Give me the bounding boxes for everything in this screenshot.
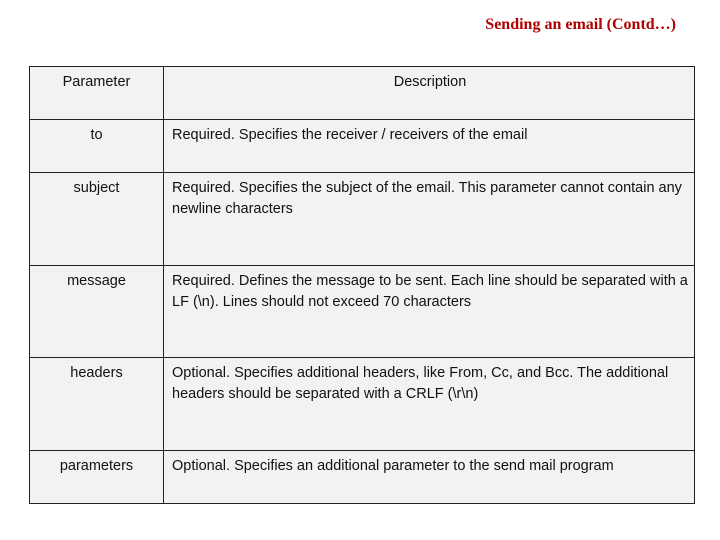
slide-title: Sending an email (Contd…): [485, 16, 676, 33]
parameters-table: [29, 66, 695, 504]
table-row: [30, 120, 695, 173]
table-row: [30, 266, 695, 358]
param-description: Required. Defines the message to be sent. Each line should be separated with a LF (\n). Lines should not exceed 70 characters: [164, 266, 695, 358]
param-description: Optional. Specifies additional headers, like From, Cc, and Bcc. The additional headers should be separated with a CRLF (\r\n): [164, 358, 695, 451]
header-description: Description: [164, 67, 695, 120]
param-name: to: [30, 120, 164, 173]
param-description: Required. Specifies the receiver / receivers of the email: [164, 120, 695, 173]
param-name: subject: [30, 173, 164, 266]
table-row: [30, 358, 695, 451]
param-name: parameters: [30, 451, 164, 504]
param-description: Required. Specifies the subject of the email. This parameter cannot contain any newline characters: [164, 173, 695, 266]
table-header-row: [30, 67, 695, 120]
table-row: [30, 173, 695, 266]
param-name: message: [30, 266, 164, 358]
param-description: Optional. Specifies an additional parameter to the send mail program: [164, 451, 695, 504]
header-parameter: Parameter: [30, 67, 164, 120]
table-row: [30, 451, 695, 504]
param-name: headers: [30, 358, 164, 451]
